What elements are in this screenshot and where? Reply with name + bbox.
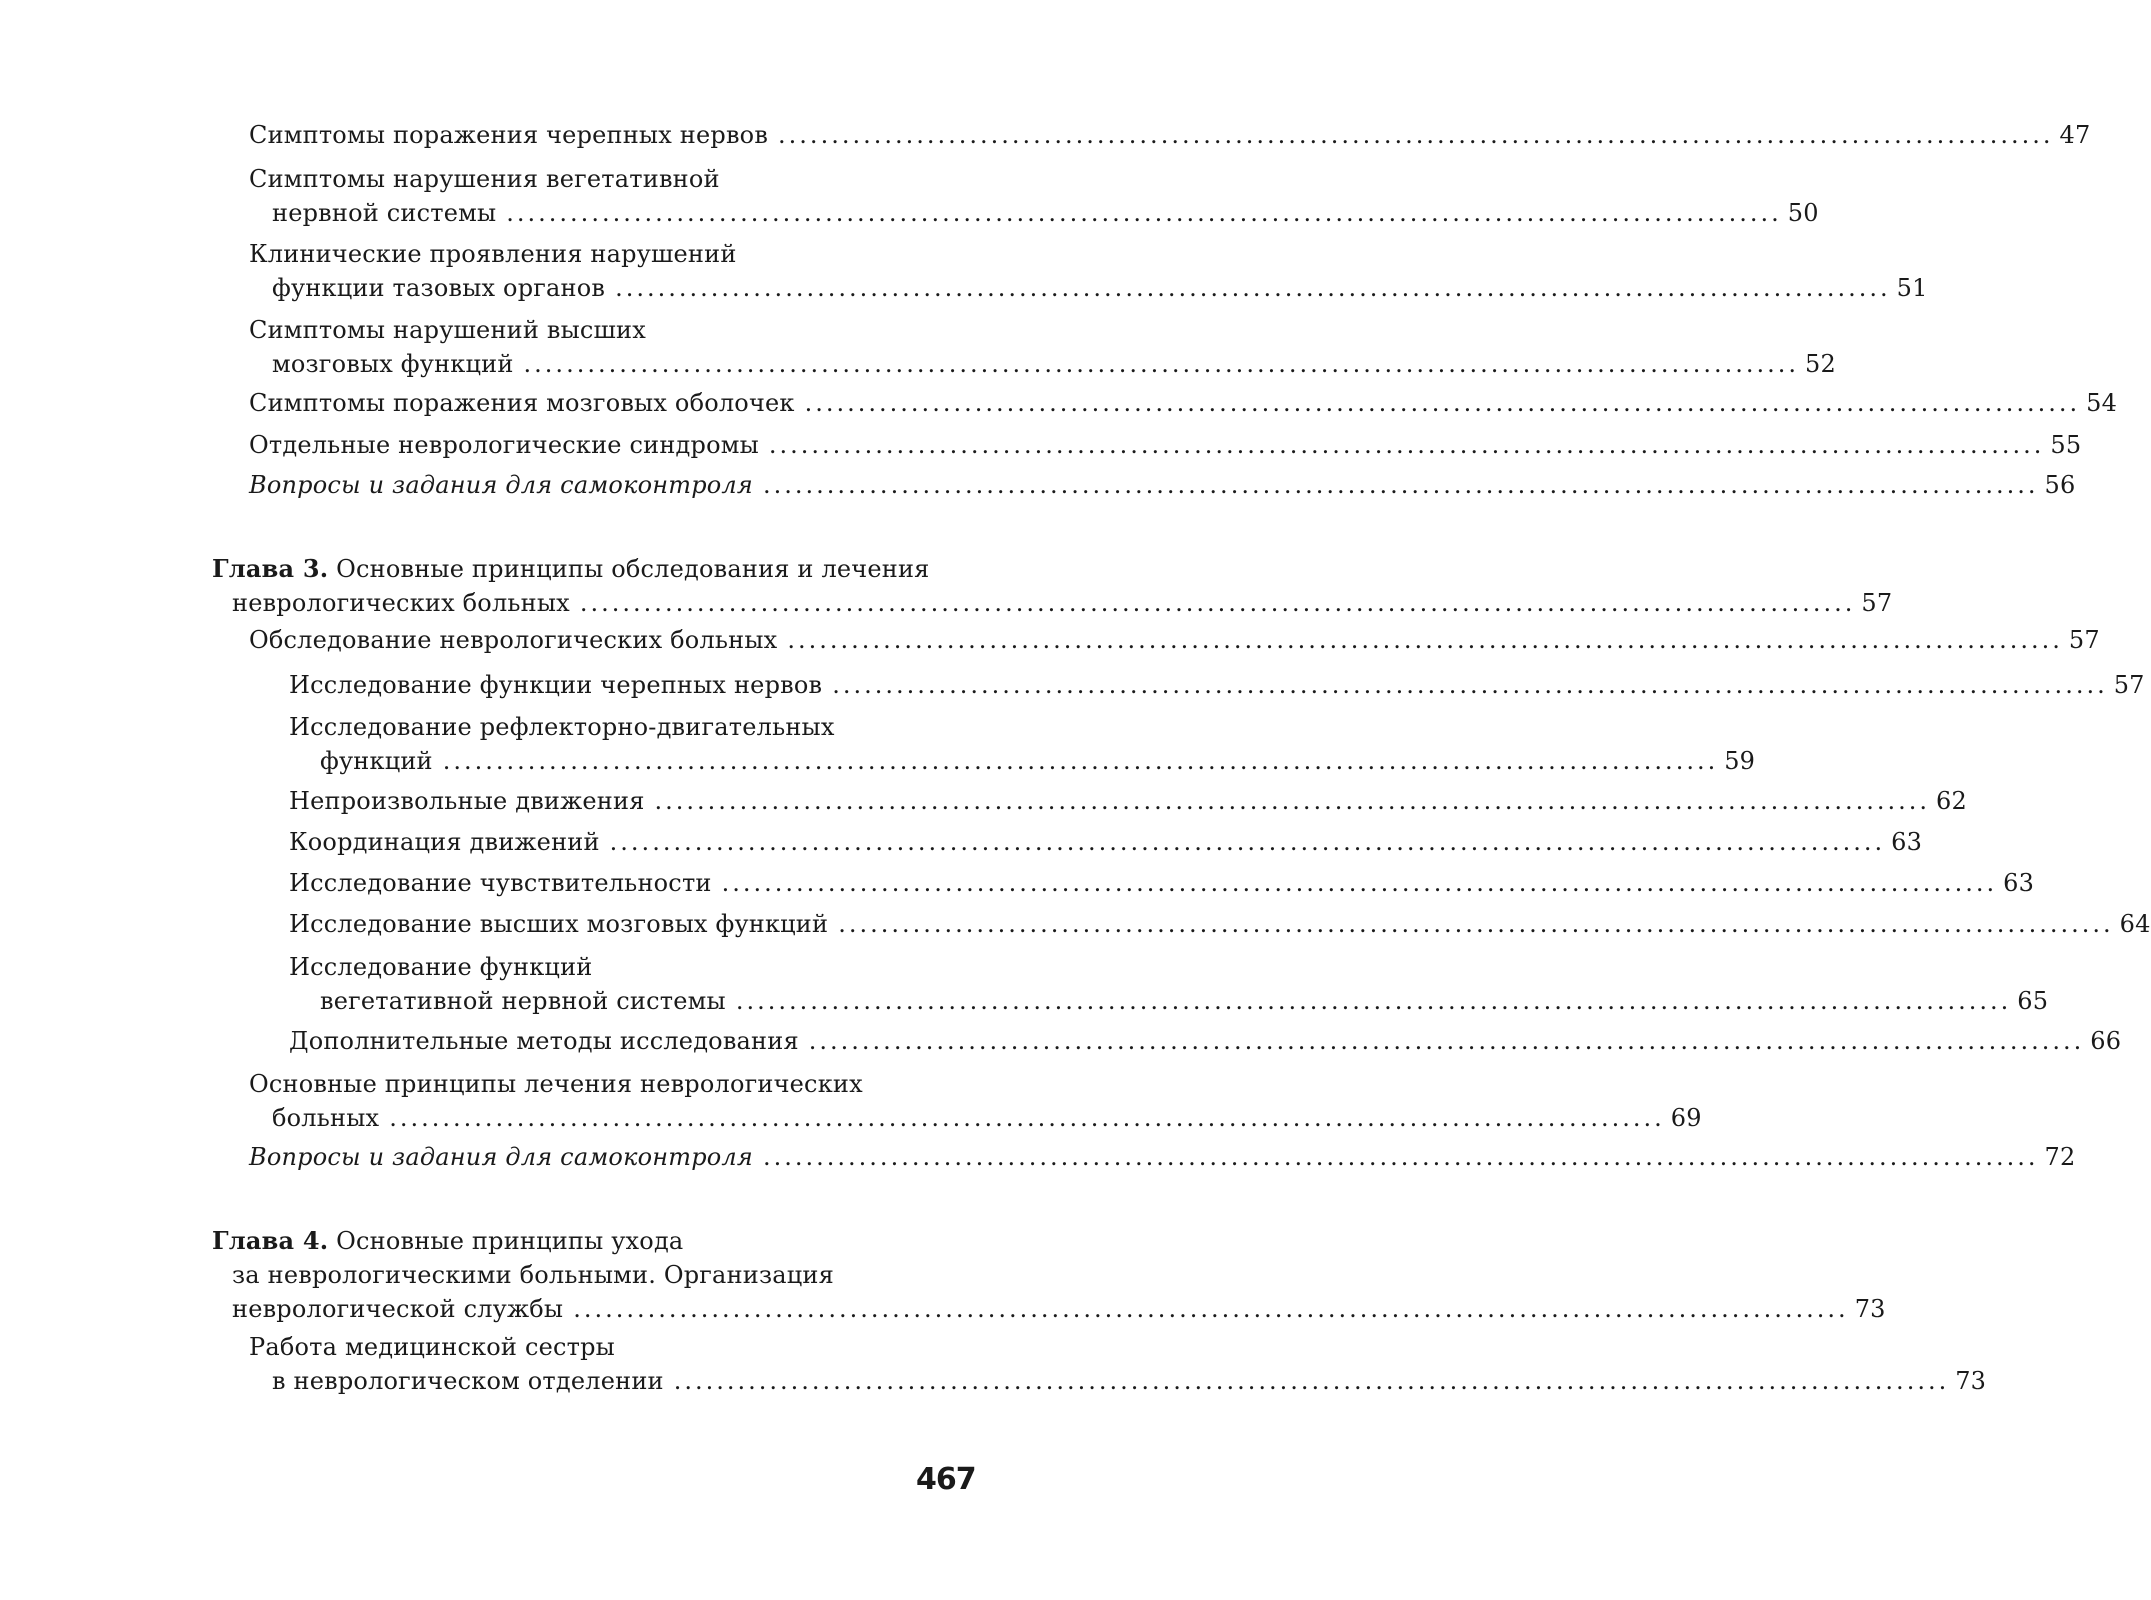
title-text: Симптомы нарушения вегетативной (249, 165, 720, 193)
toc-entry-title (249, 1140, 753, 1174)
toc-entry-title (249, 428, 759, 462)
title-text: Обследование неврологических больных (249, 626, 778, 654)
leader-dots: ........................................................................................................................ (523, 350, 1800, 378)
toc-entry-title (249, 386, 795, 420)
toc-entry-row (289, 784, 1967, 818)
toc-page-number: 50 (1787, 199, 1819, 227)
title-text: мозговых функций (272, 350, 514, 378)
toc-entry-row (272, 196, 1819, 230)
toc-entry-row (249, 1140, 2076, 1174)
leader-dots: ........................................................................................................................ (615, 274, 1891, 302)
toc-page-number: 63 (2003, 869, 2035, 897)
leader-dots: ........................................................................................................................ (735, 987, 2012, 1015)
title-text: функции тазовых органов (272, 274, 606, 302)
title-text: больных (272, 1104, 380, 1132)
toc-entry-title-line (232, 1258, 834, 1292)
title-text: вегетативной нервной системы (320, 987, 726, 1015)
title-text: Вопросы и задания для самоконтроля (249, 1143, 754, 1171)
leader-dots: ........................................................................................................................ (763, 471, 2039, 499)
toc-page-number: 69 (1670, 1104, 1702, 1132)
title-text: функций (320, 747, 433, 775)
title-text: неврологических больных (232, 589, 570, 617)
title-text: Координация движений (289, 828, 600, 856)
title-text: нервной системы (272, 199, 497, 227)
toc-page-number: 57 (2068, 626, 2100, 654)
toc-entry-row (320, 984, 2049, 1018)
toc-page-number: 51 (1896, 274, 1928, 302)
toc-entry-title (320, 984, 726, 1018)
toc-entry-row (232, 586, 1893, 620)
title-text: Отдельные неврологические синдромы (249, 431, 759, 459)
toc-entry-title (272, 1101, 379, 1135)
toc-entry-title (289, 1024, 799, 1058)
toc-entry-row (289, 825, 1923, 859)
toc-page-number: 59 (1724, 747, 1756, 775)
title-text: Работа медицинской сестры (249, 1333, 615, 1361)
toc-page-number: 55 (2050, 431, 2082, 459)
leader-dots: ........................................................................................................................ (573, 1295, 1849, 1323)
toc-entry-title-line (249, 1330, 615, 1364)
toc-entry-title (232, 1292, 563, 1326)
toc-entry-title (320, 744, 433, 778)
toc-entry-title-line (249, 1067, 863, 1101)
title-text: Основные принципы обследования и лечения (336, 555, 930, 583)
toc-entry-row (289, 907, 2151, 941)
toc-entry-row (249, 623, 2100, 657)
leader-dots: ........................................................................................................................ (778, 121, 2054, 149)
leader-dots: ........................................................................................................................ (673, 1367, 1950, 1395)
toc-entry-row (272, 347, 1836, 381)
leader-dots: ........................................................................................................................ (442, 747, 1719, 775)
toc-page-number: 72 (2044, 1143, 2076, 1171)
chapter-label: Глава 4. (212, 1226, 329, 1255)
toc-page-number: 52 (1805, 350, 1836, 378)
toc-entry-row (249, 428, 2082, 462)
toc-entry-row (249, 468, 2076, 502)
toc-entry-title (249, 623, 777, 657)
toc-page-number: 73 (1955, 1367, 1987, 1395)
leader-dots: ........................................................................................................................ (768, 431, 2045, 459)
toc-page-number: 65 (2017, 987, 2049, 1015)
toc-entry-title-line (249, 162, 720, 196)
toc-entry-title (272, 1364, 664, 1398)
title-text: Исследование рефлекторно-двигательных (289, 713, 835, 741)
leader-dots: ........................................................................................................................ (389, 1104, 1665, 1132)
toc-page-number: 62 (1936, 787, 1967, 815)
toc-entry-row (289, 866, 2035, 900)
title-text: Клинические проявления нарушений (249, 240, 737, 268)
leader-dots: ........................................................................................................................ (787, 626, 2063, 654)
toc-entry-title (272, 196, 496, 230)
toc-entry-row (249, 386, 2118, 420)
toc-entry-title (232, 586, 570, 620)
title-text: Вопросы и задания для самоконтроля (249, 471, 754, 499)
toc-entry-title (272, 271, 605, 305)
toc-page-number: 56 (2044, 471, 2076, 499)
toc-entry-title-line (289, 950, 592, 984)
title-text: Дополнительные методы исследования (289, 1027, 799, 1055)
toc-page-number: 54 (2086, 389, 2118, 417)
toc-entry-title (272, 347, 514, 381)
toc-page-number: 57 (1861, 589, 1893, 617)
toc-entry-row (289, 1024, 2122, 1058)
toc-page-number: 64 (2119, 910, 2151, 938)
toc-page-number: 66 (2090, 1027, 2122, 1055)
chapter-label: Глава 3. (212, 554, 329, 583)
leader-dots: ........................................................................................................................ (579, 589, 1856, 617)
title-text: неврологической службы (232, 1295, 564, 1323)
toc-page-number: 57 (2113, 671, 2145, 699)
toc-entry-row (272, 1364, 1987, 1398)
title-text: Исследование высших мозговых функций (289, 910, 829, 938)
toc-page-number: 47 (2059, 121, 2091, 149)
title-text: Основные принципы ухода (336, 1227, 684, 1255)
title-text: Исследование функции черепных нервов (289, 671, 823, 699)
toc-entry-title-line (249, 237, 737, 271)
toc-page-number: 63 (1891, 828, 1923, 856)
title-text: за неврологическими больными. Организация (232, 1261, 834, 1289)
toc-entry-title (289, 866, 712, 900)
toc-entry-title (289, 784, 645, 818)
title-text: Исследование чувствительности (289, 869, 712, 897)
leader-dots: ........................................................................................................................ (808, 1027, 2085, 1055)
title-text: Исследование функций (289, 953, 593, 981)
toc-entry-title (289, 907, 828, 941)
leader-dots: ........................................................................................................................ (804, 389, 2081, 417)
leader-dots: ........................................................................................................................ (609, 828, 1886, 856)
title-text: Симптомы нарушений высших (249, 316, 646, 344)
page-number: 467 (916, 1462, 976, 1497)
toc-entry-row (289, 668, 2145, 702)
title-text: Симптомы поражения мозговых оболочек (249, 389, 795, 417)
toc-entry-row (249, 118, 2091, 152)
leader-dots: ........................................................................................................................ (838, 910, 2114, 938)
leader-dots: ........................................................................................................................ (654, 787, 1930, 815)
title-text: в неврологическом отделении (272, 1367, 664, 1395)
toc-entry-title-line (212, 552, 930, 586)
title-text: Непроизвольные движения (289, 787, 645, 815)
toc-entry-title-line (212, 1224, 683, 1258)
toc-entry-title (249, 118, 768, 152)
leader-dots: ........................................................................................................................ (721, 869, 1998, 897)
toc-entry-row (232, 1292, 1886, 1326)
toc-page-number: 73 (1854, 1295, 1886, 1323)
toc-entry-row (320, 744, 1756, 778)
title-text: Основные принципы лечения неврологических (249, 1070, 863, 1098)
toc-entry-row (272, 271, 1928, 305)
toc-entry-title (289, 825, 600, 859)
toc-entry-title (289, 668, 822, 702)
toc-entry-title-line (249, 313, 646, 347)
toc-entry-title-line (289, 710, 835, 744)
toc-entry-row (272, 1101, 1702, 1135)
leader-dots: ........................................................................................................................ (763, 1143, 2039, 1171)
leader-dots: ........................................................................................................................ (506, 199, 1782, 227)
toc-entry-title (249, 468, 753, 502)
leader-dots: ........................................................................................................................ (832, 671, 2108, 699)
title-text: Симптомы поражения черепных нервов (249, 121, 769, 149)
